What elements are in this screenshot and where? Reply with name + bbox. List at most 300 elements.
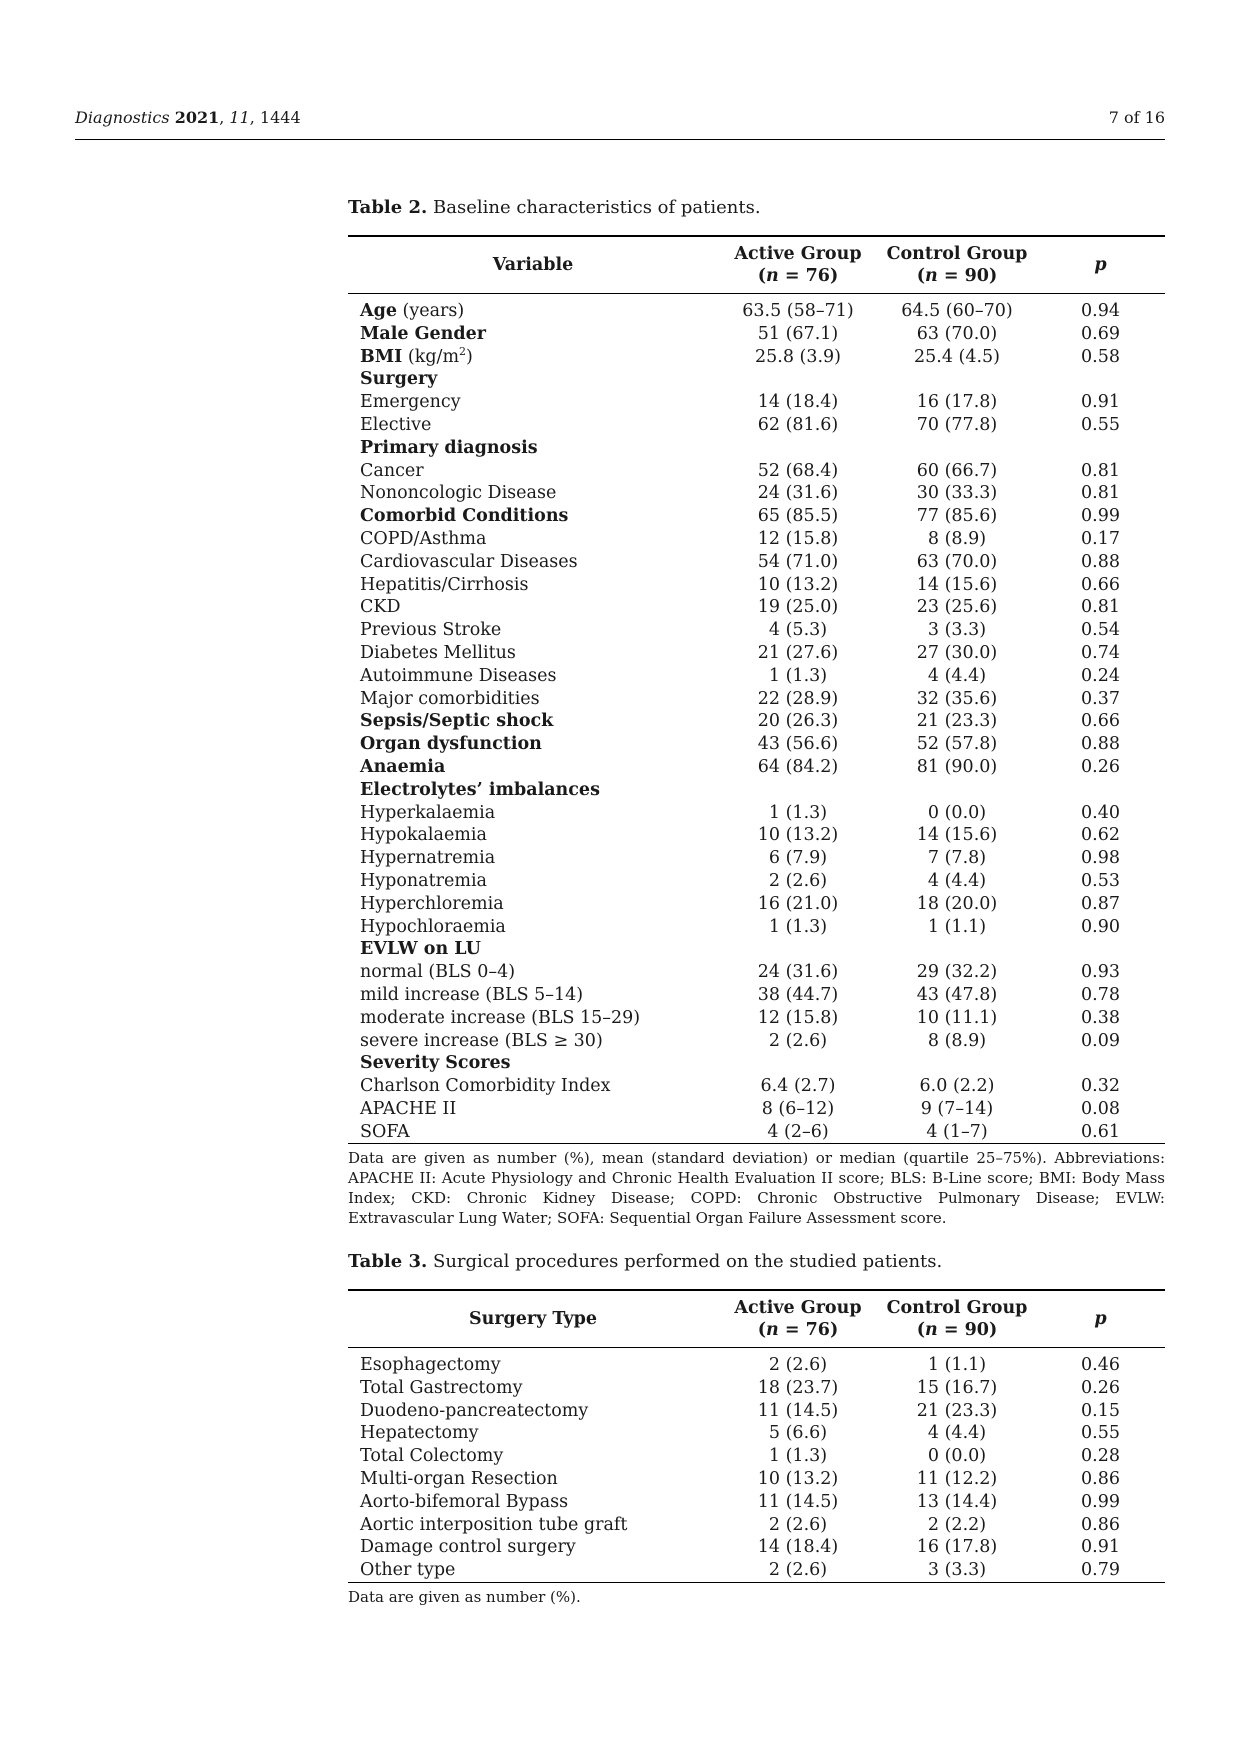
active-value: [718, 368, 878, 391]
row-unit: (kg/m: [402, 346, 460, 367]
table-3-surgery-type-header: Surgery Type: [348, 1290, 718, 1348]
control-value: 3 (3.3): [927, 620, 987, 641]
active-value: 8 (6–12): [761, 1098, 835, 1119]
row-label: [348, 528, 718, 551]
row-label-text: Severity Scores: [360, 1053, 511, 1074]
row-label-text: Sepsis/Septic shock: [360, 711, 554, 732]
active-value: 4 (5.3): [768, 620, 828, 641]
row-label-text: Damage control surgery: [360, 1537, 576, 1558]
table-row: [348, 938, 1165, 961]
table-row: [348, 642, 1165, 665]
active-value: 21 (27.6): [757, 642, 839, 663]
control-value: 4 (4.4): [927, 1423, 987, 1444]
row-label-text: EVLW on LU: [360, 939, 481, 960]
table-row: [348, 1400, 1165, 1423]
control-group-n: (n = 90): [916, 1320, 998, 1340]
row-label: [348, 665, 718, 688]
active-value: 52 (68.4): [757, 460, 839, 481]
row-label: [348, 323, 718, 346]
table-2-header-row: [348, 236, 1165, 294]
control-value: 8 (8.9): [927, 1030, 987, 1051]
p-value: 0.79: [1036, 1559, 1165, 1582]
p-value: 0.55: [1081, 1423, 1120, 1444]
p-value: 0.17: [1081, 528, 1120, 549]
active-value: 1 (1.3): [768, 916, 828, 937]
row-label: [348, 1098, 718, 1121]
p-value: 0.69: [1081, 323, 1120, 344]
row-label-text: normal (BLS 0–4): [360, 962, 516, 983]
active-value: 10 (13.2): [757, 1468, 839, 1489]
control-value: 81 (90.0): [916, 756, 998, 777]
active-value: 10 (13.2): [757, 574, 839, 595]
row-label-text: Duodeno-pancreatectomy: [360, 1400, 589, 1421]
active-value: 62 (81.6): [757, 414, 839, 435]
row-label: [348, 916, 718, 939]
row-label: [348, 482, 718, 505]
table-3: [348, 1289, 1165, 1583]
p-value: 0.98: [1081, 848, 1120, 869]
control-value: [878, 437, 1036, 460]
row-label: [348, 1514, 718, 1537]
control-value: 27 (30.0): [916, 642, 998, 663]
control-value: [878, 938, 1036, 961]
row-label-text: Hypokalaemia: [360, 825, 487, 846]
active-value: 2 (2.6): [768, 870, 828, 891]
table-2-note: Data are given as number (%), mean (standard deviation) or median (quartile 25–75%). Abbreviations: APACHE II: Acute Physiology and Chronic Health Evaluation II score; BLS: B-Line score; BMI: Body Mass Index; CKD: Chronic Kidney Disease; COPD: Chronic Obstructive Pulmonary Disease; EVLW: Extravascular Lung Water; SOFA: Sequential Organ Failure Assessment score.: [348, 1149, 1165, 1228]
row-label: [348, 779, 718, 802]
table-row: [348, 1536, 1165, 1559]
active-value: 22 (28.9): [757, 688, 839, 709]
row-label-text: Male Gender: [360, 323, 486, 344]
control-value: 0 (0.0): [927, 802, 987, 823]
table-2-body: [348, 294, 1165, 1144]
table-row: [348, 528, 1165, 551]
p-value: 0.99: [1081, 1491, 1120, 1512]
row-label: [348, 710, 718, 733]
table-row: [348, 460, 1165, 483]
active-value: 11 (14.5): [757, 1400, 839, 1421]
p-value: 0.91: [1081, 392, 1120, 413]
p-value: 0.88: [1081, 551, 1120, 572]
active-value: 38 (44.7): [757, 984, 839, 1005]
row-label: [348, 1445, 718, 1468]
row-label: [348, 596, 718, 619]
active-group-n: (n = 76): [757, 1320, 839, 1340]
active-value: 25.8 (3.9): [754, 346, 841, 367]
table-row: [348, 779, 1165, 802]
control-value: 4 (4.4): [927, 665, 987, 686]
row-label-text: Hyperkalaemia: [360, 802, 496, 823]
row-label-text: Nononcologic Disease: [360, 483, 557, 504]
p-value: [1036, 437, 1165, 460]
table-row: [348, 710, 1165, 733]
control-value: 30 (33.3): [916, 483, 998, 504]
table-row: [348, 1514, 1165, 1537]
table-row: [348, 294, 1165, 323]
active-value: 51 (67.1): [757, 323, 839, 344]
active-value: 19 (25.0): [757, 597, 839, 618]
active-value: 10 (13.2): [757, 825, 839, 846]
active-value: 14 (18.4): [757, 1537, 839, 1558]
table-row: [348, 482, 1165, 505]
control-value: 6.0 (2.2): [919, 1076, 995, 1097]
row-label-text: Charlson Comorbidity Index: [360, 1076, 611, 1097]
table-row: [348, 756, 1165, 779]
table-row: [348, 1348, 1165, 1377]
p-value: 0.74: [1081, 642, 1120, 663]
p-value: [1036, 1052, 1165, 1075]
active-value: [718, 938, 878, 961]
table-3-caption: [348, 1251, 1165, 1273]
active-value: 24 (31.6): [757, 962, 839, 983]
page-number: 7 of 16: [1108, 108, 1165, 127]
control-value: 25.4 (4.5): [913, 346, 1000, 367]
control-value: 4 (1–7): [878, 1121, 1036, 1144]
active-value: 2 (2.6): [768, 1355, 828, 1375]
table-row: [348, 870, 1165, 893]
table-row: [348, 391, 1165, 414]
control-value: 21 (23.3): [916, 711, 998, 732]
active-value: 65 (85.5): [757, 506, 839, 527]
row-label-text: BMI: [360, 346, 403, 367]
control-value: 14 (15.6): [916, 574, 998, 595]
row-label-text: APACHE II: [360, 1098, 457, 1119]
active-value: 1 (1.3): [768, 802, 828, 823]
p-value: 0.28: [1081, 1446, 1120, 1467]
row-label: [348, 1121, 718, 1144]
table-row: [348, 323, 1165, 346]
row-label-text: Hyperchloremia: [360, 893, 504, 914]
control-value: 52 (57.8): [916, 734, 998, 755]
row-label: [348, 437, 718, 460]
p-value: [1036, 368, 1165, 391]
control-value: 23 (25.6): [916, 597, 998, 618]
p-value: [1036, 938, 1165, 961]
row-label: [348, 1007, 718, 1030]
control-value: 29 (32.2): [916, 962, 998, 983]
table-row: [348, 619, 1165, 642]
control-value: 15 (16.7): [916, 1377, 998, 1398]
row-label: [348, 460, 718, 483]
p-value: 0.09: [1081, 1030, 1120, 1051]
row-label-text: Comorbid Conditions: [360, 506, 569, 527]
control-value: 7 (7.8): [927, 848, 987, 869]
table-row: [348, 505, 1165, 528]
table-row: [348, 1491, 1165, 1514]
active-value: 20 (26.3): [757, 711, 839, 732]
row-label: [348, 642, 718, 665]
row-label-text: Aortic interposition tube graft: [360, 1514, 628, 1535]
control-value: [878, 1052, 1036, 1075]
active-value: 2 (2.6): [718, 1559, 878, 1582]
row-label: [348, 294, 718, 323]
row-label-text: moderate increase (BLS 15–29): [360, 1007, 641, 1028]
row-label-text: Electrolytes’ imbalances: [360, 779, 600, 800]
row-label: [348, 1052, 718, 1075]
row-label-text: Autoimmune Diseases: [360, 665, 557, 686]
p-value: 0.55: [1081, 414, 1120, 435]
control-value: 63 (70.0): [916, 323, 998, 344]
p-value: 0.81: [1081, 597, 1120, 618]
active-value: 11 (14.5): [757, 1491, 839, 1512]
row-unit-superscript: 2: [459, 344, 467, 358]
control-value: 32 (35.6): [916, 688, 998, 709]
row-label: [348, 1468, 718, 1491]
p-value: [1036, 779, 1165, 802]
active-value: 5 (6.6): [768, 1423, 828, 1444]
table-2-active-header: [718, 236, 878, 294]
row-label: [348, 893, 718, 916]
table-row: [348, 893, 1165, 916]
table-2-caption: [348, 197, 1165, 219]
p-value: 0.66: [1081, 574, 1120, 595]
control-value: 60 (66.7): [916, 460, 998, 481]
control-value: 2 (2.2): [927, 1514, 987, 1535]
journal-volume: 11: [229, 108, 250, 127]
p-value: 0.81: [1081, 460, 1120, 481]
p-value: 0.53: [1081, 870, 1120, 891]
row-label: [348, 1377, 718, 1400]
p-value: 0.99: [1081, 506, 1120, 527]
control-value: 11 (12.2): [916, 1468, 998, 1489]
control-value: 64.5 (60–70): [901, 301, 1013, 321]
row-label: [348, 1030, 718, 1053]
row-label-text: SOFA: [360, 1121, 410, 1142]
row-label-text: Total Gastrectomy: [360, 1377, 523, 1398]
table-row: [348, 688, 1165, 711]
table-2-variable-header: Variable: [348, 236, 718, 294]
row-label: [348, 368, 718, 391]
table-row: [348, 984, 1165, 1007]
table-row: [348, 596, 1165, 619]
table-2-caption-text: Baseline characteristics of patients.: [427, 197, 761, 218]
row-label-text: Hepatectomy: [360, 1423, 479, 1444]
row-label: [348, 870, 718, 893]
control-group-label: Control Group: [886, 1298, 1028, 1318]
article-number: 1444: [259, 108, 301, 127]
table-row: [348, 916, 1165, 939]
p-value: 0.78: [1081, 984, 1120, 1005]
row-label-text: Total Colectomy: [360, 1446, 504, 1467]
row-label: [348, 391, 718, 414]
row-label: [348, 1400, 718, 1423]
table-row: [348, 961, 1165, 984]
row-label-text: CKD: [360, 597, 401, 618]
p-value: 0.58: [1081, 346, 1120, 367]
p-value: 0.26: [1081, 1377, 1120, 1398]
control-value: 0 (0.0): [927, 1446, 987, 1467]
active-value: 1 (1.3): [768, 1446, 828, 1467]
control-value: 9 (7–14): [920, 1098, 994, 1119]
row-unit-end: ): [466, 346, 473, 367]
row-label: [348, 1348, 718, 1377]
control-value: 77 (85.6): [916, 506, 998, 527]
row-label: [348, 1559, 718, 1582]
table-row: [348, 1422, 1165, 1445]
active-value: 12 (15.8): [757, 1007, 839, 1028]
control-value: 63 (70.0): [916, 551, 998, 572]
row-label: [348, 574, 718, 597]
active-value: 12 (15.8): [757, 528, 839, 549]
p-value: 0.93: [1081, 962, 1120, 983]
control-group-label: Control Group: [886, 244, 1028, 264]
control-value: 18 (20.0): [916, 893, 998, 914]
header-rule: [75, 139, 1165, 140]
table-row: [348, 1075, 1165, 1098]
control-value: 1 (1.1): [927, 916, 987, 937]
control-value: 1 (1.1): [927, 1355, 987, 1375]
p-value: 0.08: [1081, 1098, 1120, 1119]
row-label: [348, 938, 718, 961]
row-label: [348, 414, 718, 437]
control-value: [878, 779, 1036, 802]
p-value: 0.88: [1081, 734, 1120, 755]
active-value: 2 (2.6): [768, 1030, 828, 1051]
table-3-control-header: [878, 1290, 1036, 1348]
row-label-text: COPD/Asthma: [360, 528, 487, 549]
control-group-n: (n = 90): [916, 266, 998, 286]
table-row: [348, 551, 1165, 574]
p-value: 0.62: [1081, 825, 1120, 846]
table-2-control-header: [878, 236, 1036, 294]
row-label-text: Other type: [360, 1560, 456, 1581]
row-label-text: Aorto-bifemoral Bypass: [360, 1491, 569, 1512]
p-value: 0.81: [1081, 483, 1120, 504]
table-row: [348, 1030, 1165, 1053]
row-label: [348, 1075, 718, 1098]
row-label-text: Hepatitis/Cirrhosis: [360, 574, 529, 595]
active-value: 54 (71.0): [757, 551, 839, 572]
row-unit: (years): [396, 301, 465, 321]
active-value: 43 (56.6): [757, 734, 839, 755]
row-label: [348, 551, 718, 574]
control-value: 21 (23.3): [916, 1400, 998, 1421]
p-value: 0.86: [1081, 1468, 1120, 1489]
control-value: 4 (4.4): [927, 870, 987, 891]
active-value: 4 (2–6): [718, 1121, 878, 1144]
row-label: [348, 619, 718, 642]
active-group-n: (n = 76): [757, 266, 839, 286]
table-row: [348, 1007, 1165, 1030]
control-value: 14 (15.6): [916, 825, 998, 846]
row-label-text: Diabetes Mellitus: [360, 642, 516, 663]
p-value: 0.26: [1081, 756, 1120, 777]
table-row: [348, 847, 1165, 870]
table-row: [348, 1377, 1165, 1400]
row-label-text: Major comorbidities: [360, 688, 540, 709]
table-row: [348, 1098, 1165, 1121]
page-header: [75, 108, 1165, 127]
active-value: 6.4 (2.7): [760, 1076, 836, 1097]
control-value: 10 (11.1): [916, 1007, 998, 1028]
row-label-text: Emergency: [360, 392, 461, 413]
p-value: 0.54: [1081, 620, 1120, 641]
row-label-text: Cancer: [360, 460, 424, 481]
control-value: 43 (47.8): [916, 984, 998, 1005]
row-label-text: Organ dysfunction: [360, 734, 542, 755]
table-row: [348, 1121, 1165, 1144]
table-row: [348, 1559, 1165, 1582]
control-value: [878, 368, 1036, 391]
control-value: 3 (3.3): [878, 1559, 1036, 1582]
table-row: [348, 1052, 1165, 1075]
row-label: [348, 756, 718, 779]
table-row: [348, 802, 1165, 825]
row-label: [348, 688, 718, 711]
table-row: [348, 414, 1165, 437]
row-label-text: Elective: [360, 414, 432, 435]
table-2-caption-label: Table 2.: [348, 197, 428, 218]
table-row: [348, 733, 1165, 756]
row-label: [348, 824, 718, 847]
table-3-caption-text: Surgical procedures performed on the studied patients.: [427, 1251, 943, 1272]
row-label-text: Anaemia: [360, 756, 446, 777]
table-3-note: Data are given as number (%).: [348, 1587, 581, 1606]
control-value: 8 (8.9): [927, 528, 987, 549]
control-value: 16 (17.8): [916, 392, 998, 413]
citation: Diagnostics 2021, 11, 1444: [75, 108, 301, 127]
row-label: [348, 505, 718, 528]
active-value: 24 (31.6): [757, 483, 839, 504]
p-value: 0.46: [1081, 1355, 1120, 1375]
row-label-text: Hyponatremia: [360, 870, 487, 891]
p-value: 0.15: [1081, 1400, 1120, 1421]
row-label: [348, 733, 718, 756]
table-row: [348, 1468, 1165, 1491]
row-label-text: Multi-organ Resection: [360, 1468, 558, 1489]
table-2: [348, 235, 1165, 1144]
active-value: 14 (18.4): [757, 392, 839, 413]
row-label-text: Hypernatremia: [360, 848, 496, 869]
active-value: 2 (2.6): [768, 1514, 828, 1535]
p-value: 0.66: [1081, 711, 1120, 732]
p-value: 0.24: [1081, 665, 1120, 686]
control-value: 13 (14.4): [916, 1491, 998, 1512]
table-3-header-row: [348, 1290, 1165, 1348]
journal-year: 2021: [174, 108, 220, 127]
active-value: 63.5 (58–71): [742, 301, 854, 321]
table-3-caption-label: Table 3.: [348, 1251, 428, 1272]
table-row: [348, 1445, 1165, 1468]
table-row: [348, 346, 1165, 369]
active-group-label: Active Group: [734, 1298, 862, 1318]
table-row: [348, 574, 1165, 597]
row-label-text: mild increase (BLS 5–14): [360, 984, 584, 1005]
active-value: 6 (7.9): [768, 848, 828, 869]
active-value: [718, 437, 878, 460]
p-value: 0.40: [1081, 802, 1120, 823]
row-label-text: Previous Stroke: [360, 620, 502, 641]
control-value: 16 (17.8): [916, 1537, 998, 1558]
active-value: 18 (23.7): [757, 1377, 839, 1398]
p-value: 0.32: [1081, 1076, 1120, 1097]
table-row: [348, 824, 1165, 847]
active-value: 64 (84.2): [757, 756, 839, 777]
active-value: 16 (21.0): [757, 893, 839, 914]
row-label: [348, 1422, 718, 1445]
table-2-block: [348, 197, 1165, 1228]
row-label-text: Surgery: [360, 369, 438, 390]
row-label-text: severe increase (BLS ≥ 30): [360, 1030, 603, 1051]
row-label: [348, 1491, 718, 1514]
row-label-text: Primary diagnosis: [360, 437, 538, 458]
p-value: 0.90: [1081, 916, 1120, 937]
table-row: [348, 368, 1165, 391]
row-label: [348, 802, 718, 825]
p-value: 0.38: [1081, 1007, 1120, 1028]
row-label: [348, 346, 718, 369]
row-label: [348, 961, 718, 984]
